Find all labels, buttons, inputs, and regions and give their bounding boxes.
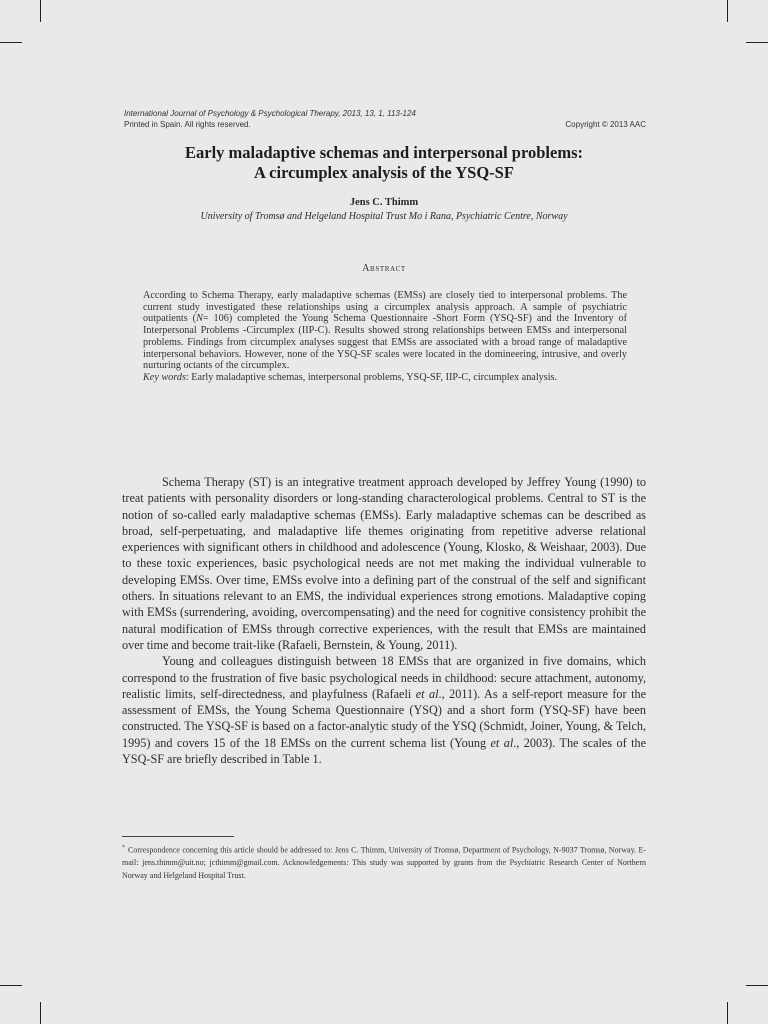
abstract-part-2: = 106) completed the Young Schema Questionnaire -Short Form (YSQ-SF) and the Inventory of Interpersonal Problems -Circumplex (IIP-C). Results showed strong relationships between EMSs and interpersonal problems. Findings from circumplex analyses suggest that EMSs are associated with a broad range of maladaptive interpersonal behaviors. However, none of the YSQ-SF scales were located in the domineering, intrusive, and overly nurturing octants of the circumplex. <box>143 313 627 372</box>
et-al-2: et al <box>490 735 514 750</box>
body-paragraph-2 <box>122 653 646 767</box>
abstract-part-1: According to Schema Therapy, early maladaptive schemas (EMSs) are closely tied to interpersonal problems. The current study investigated these relationships using a circumplex analysis approach. A sample of psychiatric outpatients ( <box>143 290 627 325</box>
abstract-text <box>143 290 627 384</box>
journal-citation: International Journal of Psychology & Psychological Therapy, 2013, 13, 1, 113-124 <box>124 109 416 118</box>
rights-notice: Printed in Spain. All rights reserved. <box>124 120 251 129</box>
et-al-1: et al <box>415 686 439 701</box>
footnote-divider <box>122 836 234 837</box>
body-paragraph-1: Schema Therapy (ST) is an integrative treatment approach developed by Jeffrey Young (1990) to treat patients with personality disorders or long-standing characterological problems. Central to ST is the notion of so-called early maladaptive schemas (EMSs). Early maladaptive schemas can be described as broad, self-perpetuating, and maladaptive life themes originating from repetitive adverse relational experiences with significant others in childhood and adolescence (Young, Klosko, & Weishaar, 2003). Due to these toxic experiences, basic psychological needs are not met making the individual vulnerable to developing EMSs. Over time, EMSs evolve into a defining part of the construal of the self and significant others. In situations relevant to an EMS, the individual experiences strong emotions. Maladaptive coping with EMSs (surrendering, avoiding, overcompensating) and the need for cognitive consistency prohibit the natural modification of EMSs through corrective experiences, with the result that EMSs are maintained over time and become trait-like (Rafaeli, Bernstein, & Young, 2011). <box>122 475 646 652</box>
crop-mark-left-lower <box>0 985 22 986</box>
crop-mark-top-right <box>727 0 728 22</box>
title-line-2: A circumplex analysis of the YSQ-SF <box>254 163 514 182</box>
keywords-list: : Early maladaptive schemas, interpersonal problems, YSQ-SF, IIP-C, circumplex analysis. <box>185 371 558 383</box>
author-affiliation: University of Tromsø and Helgeland Hospital Trust Mo i Rana, Psychiatric Centre, Norway <box>200 211 568 222</box>
author-name: Jens C. Thimm <box>349 197 419 208</box>
crop-mark-top-left <box>40 0 41 22</box>
article-body <box>122 474 646 767</box>
sample-size-symbol: N <box>196 313 203 325</box>
footnote-text: Correspondence concerning this article should be addressed to: Jens C. Thimm, University of Tromsø, Department of Psychology, N-9037 Tromsø, Norway. E-mail: jens.thimm@uit.no; jcthimm@gmail.com. Acknowledgements: This study was supported by grants from the Psychiatric Research Center of Northern Norway and Helgeland Hospital Trust. <box>122 845 646 880</box>
article-title <box>110 143 658 183</box>
paragraph-2-part-a: Young and colleagues distinguish between 18 EMSs that are organized in five domains, which correspond to the frustration of five basic psychological needs in childhood: secure attachment, autonomy, realistic limits, self-directedness, and playfulness (Rafaeli <box>122 654 646 701</box>
paragraph-2-part-b: ., 2011). As a self-report measure for the assessment of EMSs, the Young Schema Questionnaire (YSQ) and a short form (YSQ-SF) have been constructed. The YSQ-SF is based on a factor-analytic study of the YSQ (Schmidt, Joiner, Young, & Telch, 1995) and covers 15 of the 18 EMSs on the current schema list (Young <box>122 686 646 750</box>
crop-mark-bottom-left <box>40 1002 41 1024</box>
crop-mark-right-lower <box>746 985 768 986</box>
copyright-notice: Copyright © 2013 AAC <box>565 120 646 129</box>
footnote-marker: * <box>122 845 125 851</box>
paragraph-2-part-c: ., 2003). The scales of the YSQ-SF are briefly described in Table 1. <box>122 735 646 767</box>
crop-mark-right-upper <box>746 42 768 43</box>
keywords-label: Key words <box>143 371 186 383</box>
abstract-heading: Abstract <box>362 263 406 274</box>
title-line-1: Early maladaptive schemas and interpersonal problems: <box>185 143 583 162</box>
crop-mark-bottom-right <box>727 1002 728 1024</box>
journal-header <box>124 108 646 130</box>
correspondence-footnote <box>122 842 646 882</box>
crop-mark-left-upper <box>0 42 22 43</box>
